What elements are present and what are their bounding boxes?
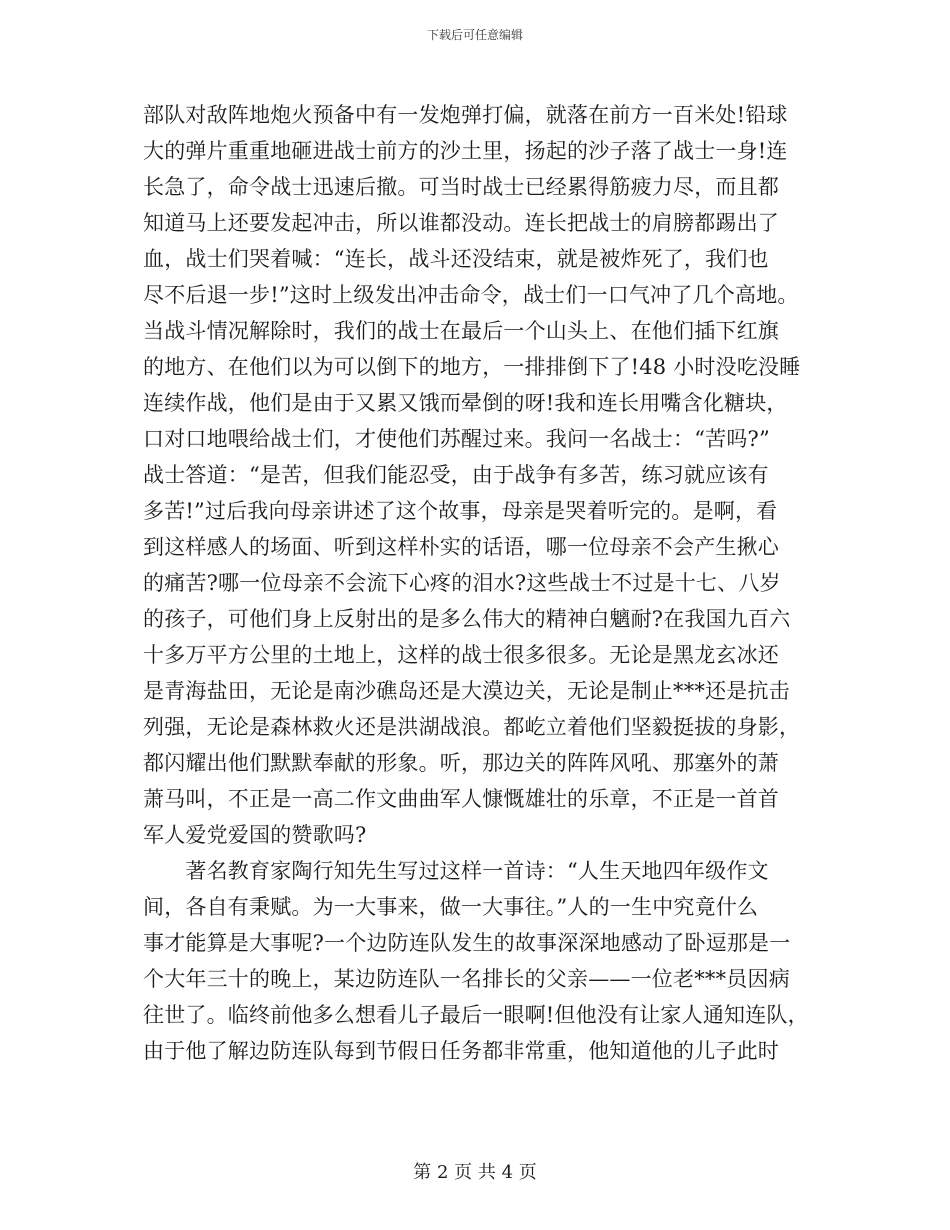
text-line: 萧马叫，不正是一高二作文曲曲军人慷慨雄壮的乐章，不正是一首首 — [143, 787, 779, 811]
text-line: 事才能算是大事呢?一个边防连队发生的故事深深地感动了卧逗那是一 — [143, 931, 791, 955]
text-line: 知道马上还要发起冲击，所以谁都没动。连长把战士的肩膀都踢出了 — [143, 211, 779, 235]
text-line: 连续作战，他们是由于又累又饿而晕倒的呀!我和连长用嘴含化糖块， — [143, 391, 788, 415]
text-line: 当战斗情况解除时，我们的战士在最后一个山头上、在他们插下红旗 — [143, 319, 779, 343]
page-number: 第 2 页 共 4 页 — [413, 1162, 537, 1183]
header-note: 下载后可任意编辑 — [426, 28, 523, 42]
text-line: 由于他了解边防连队每到节假日任务都非常重，他知道他的儿子此时 — [143, 1039, 779, 1063]
text-line: 口对口地喂给战士们，才使他们苏醒过来。我问一名战士：“苦吗?” — [143, 427, 770, 451]
text-line: 战士答道：“是苦，但我们能忍受，由于战争有多苦，练习就应该有 — [143, 463, 769, 487]
text-line: 都闪耀出他们默默奉献的形象。听，那边关的阵阵风吼、那塞外的萧 — [143, 751, 779, 775]
text-line: 尽不后退一步!”这时上级发出冲击命令，战士们一口气冲了几个高地。 — [143, 283, 799, 307]
text-line: 的痛苦?哪一位母亲不会流下心疼的泪水?这些战士不过是十七、八岁 — [143, 571, 781, 595]
body-text — [143, 97, 823, 1069]
text-line: 军人爱党爱国的赞歌吗? — [143, 823, 367, 847]
text-line: 间，各自有秉赋。为一大事来，做一大事往。”人的一生中究竟什么 — [143, 895, 759, 919]
text-line: 著名教育家陶行知先生写过这样一首诗：“人生天地四年级作文 — [143, 859, 769, 883]
text-line: 部队对敌阵地炮火预备中有一发炮弹打偏，就落在前方一百米处!铅球 — [143, 103, 788, 127]
text-line: 的孩子，可他们身上反射出的是多么伟大的精神白魑耐?在我国九百六 — [143, 607, 791, 631]
text-line: 个大年三十的晚上，某边防连队一名排长的父亲——一位老***员因病 — [143, 967, 790, 991]
text-line: 大的弹片重重地砸进战士前方的沙土里，扬起的沙子落了战士一身!连 — [143, 139, 788, 163]
text-line: 多苦!”过后我向母亲讲述了这个故事，母亲是哭着听完的。是啊，看 — [143, 499, 778, 523]
text-line: 到这样感人的场面、听到这样朴实的话语，哪一位母亲不会产生揪心 — [143, 535, 779, 559]
text-line: 的地方、在他们以为可以倒下的地方，一排排倒下了!48 小时没吃没睡 — [143, 355, 801, 379]
text-line: 往世了。临终前他多么想看儿子最后一眼啊!但他没有让家人通知连队， — [143, 1003, 809, 1027]
text-line: 十多万平方公里的土地上，这样的战士很多很多。无论是黑龙玄冰还 — [143, 643, 779, 667]
text-line: 血，战士们哭着喊：“连长，战斗还没结束，就是被炸死了，我们也 — [143, 247, 769, 271]
text-line: 是青海盐田，无论是南沙礁岛还是大漠边关，无论是制止***还是抗击 — [143, 679, 790, 703]
text-line: 列强，无论是森林救火还是洪湖战浪。都屹立着他们坚毅挺拔的身影， — [143, 715, 801, 739]
text-line: 长急了，命令战士迅速后撤。可当时战士已经累得筋疲力尽，而且都 — [143, 175, 779, 199]
